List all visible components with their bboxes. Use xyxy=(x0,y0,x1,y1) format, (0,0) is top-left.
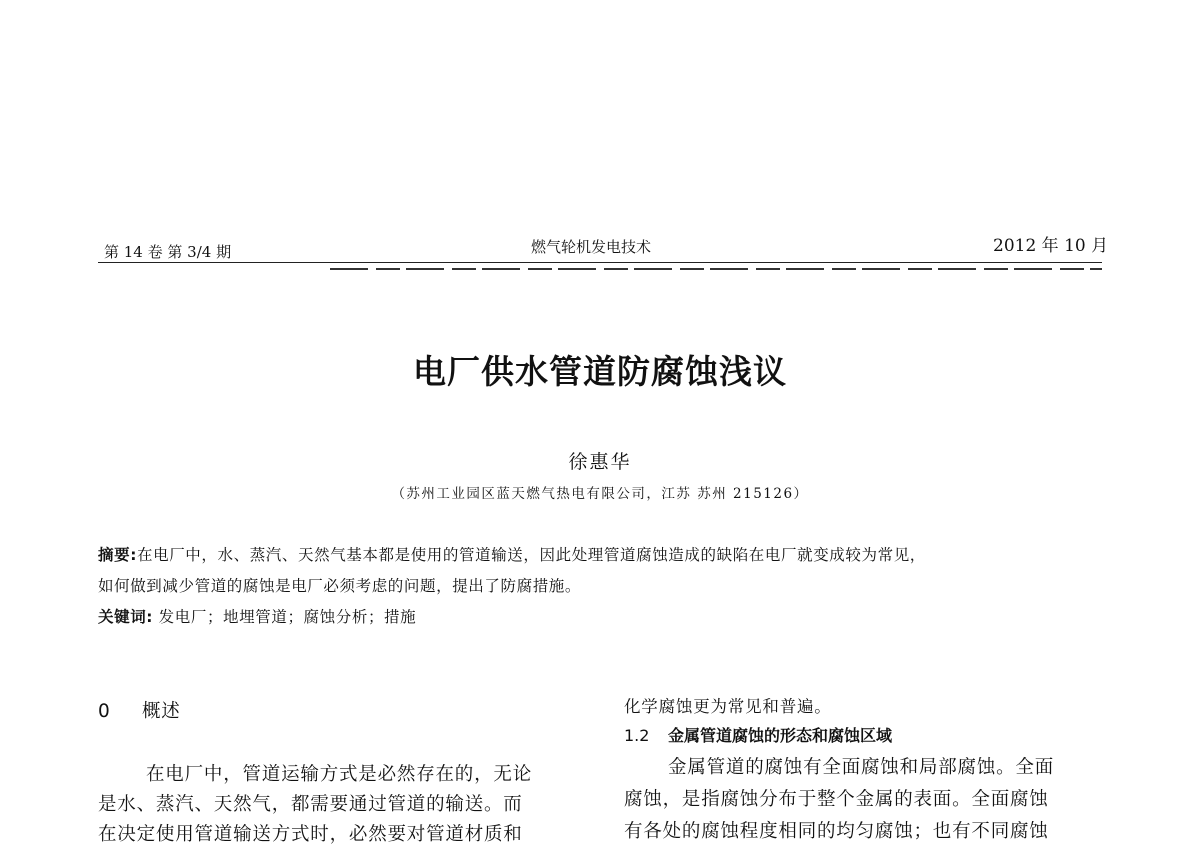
subsection-heading-1-2 xyxy=(624,723,892,746)
abstract-label: 摘要: xyxy=(98,546,137,564)
article-title: 电厂供水管道防腐蚀浅议 xyxy=(413,352,787,391)
abstract-text-1: 在电厂中，水、蒸汽、天然气基本都是使用的管道输送，因此处理管道腐蚀造成的缺陷在电厂就变成较为常见， xyxy=(137,546,926,564)
paragraph-line: 在决定使用管道输送方式时，必然要对管道材质和 xyxy=(98,824,523,845)
section-title: 概述 xyxy=(142,701,181,722)
volume-issue: 第 14 卷 第 3/4 期 xyxy=(104,243,232,261)
section-number: 0 xyxy=(98,701,111,722)
issue-date: 2012 年 10 月 xyxy=(993,236,1109,256)
subsection-number: 1.2 xyxy=(624,726,650,745)
keywords-line xyxy=(98,605,416,627)
paragraph-line: 金属管道的腐蚀有全面腐蚀和局部腐蚀。全面 xyxy=(668,757,1055,778)
keywords-text: 发电厂；地埋管道；腐蚀分析；措施 xyxy=(158,608,417,626)
paragraph-line: 是水、蒸汽、天然气，都需要通过管道的输送。而 xyxy=(98,794,523,815)
paragraph-line: 化学腐蚀更为常见和普遍。 xyxy=(624,697,832,716)
paragraph-line: 有各处的腐蚀程度相同的均匀腐蚀；也有不同腐蚀 xyxy=(624,821,1049,842)
section-heading-0 xyxy=(98,697,181,723)
abstract-line-2: 如何做到减少管道的腐蚀是电厂必须考虑的问题，提出了防腐措施。 xyxy=(98,577,582,595)
author-name: 徐惠华 xyxy=(568,451,632,473)
header-rule-dashed xyxy=(330,268,1102,270)
author-affiliation: （苏州工业园区蓝天燃气热电有限公司，江苏 苏州 215126） xyxy=(391,486,809,502)
header-rule xyxy=(98,262,1102,263)
paragraph-line: 在电厂中，管道运输方式是必然存在的，无论 xyxy=(146,764,533,785)
keywords-label: 关键词: xyxy=(98,608,154,626)
journal-name: 燃气轮机发电技术 xyxy=(531,238,652,256)
subsection-title: 金属管道腐蚀的形态和腐蚀区域 xyxy=(668,726,893,745)
paragraph-line: 腐蚀，是指腐蚀分布于整个金属的表面。全面腐蚀 xyxy=(624,789,1049,810)
abstract-line-1 xyxy=(98,543,926,565)
